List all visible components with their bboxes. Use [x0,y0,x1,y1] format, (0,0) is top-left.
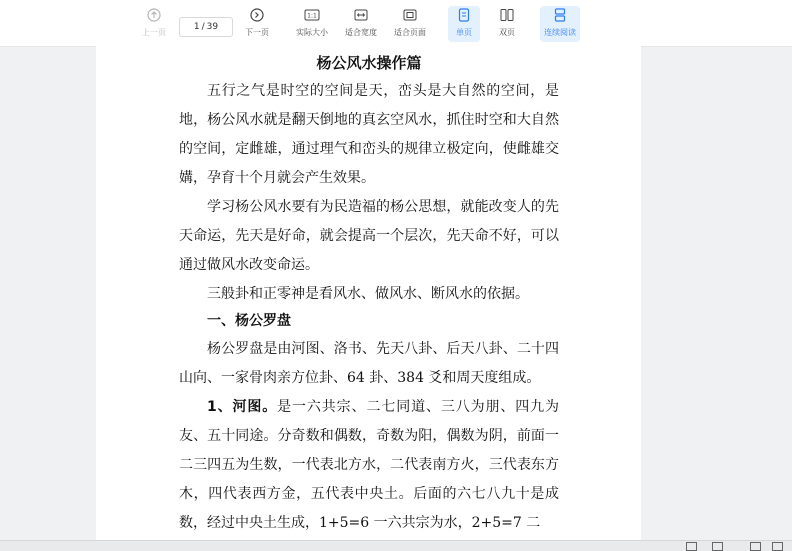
page-separator: / [201,22,205,32]
prev-page-button[interactable] [138,6,170,42]
arrow-down-circle-icon [250,6,264,24]
single-page-button[interactable] [448,6,480,42]
next-page-label: 下一页 [245,28,269,37]
continuous-read-icon [554,6,566,24]
paragraph-5 [179,393,559,538]
status-bar [0,540,792,551]
continuous-read-button[interactable] [540,6,580,42]
page-number-input[interactable] [179,17,233,37]
single-page-icon [458,6,470,24]
section-heading: 一、杨公罗盘 [207,313,291,329]
double-page-button[interactable] [491,6,523,42]
fit-page-button[interactable] [392,6,428,42]
paragraph-3: 三般卦和正零神是看风水、做风水、断风水的依据。 [207,286,529,302]
continuous-read-label: 连续阅读 [544,28,576,37]
document-title: 杨公风水操作篇 [316,54,422,72]
paragraph-4: 杨公罗盘是由河图、洛书、先天八卦、后天八卦、二十四山向、一家骨肉亲方位卦、64 卦、384 爻和周天度组成。 [179,341,559,386]
arrow-up-circle-icon [147,6,161,24]
double-page-icon [500,6,514,24]
fit-width-button[interactable] [343,6,379,42]
document-page [96,46,641,550]
actual-size-icon [304,6,320,24]
next-page-button[interactable] [241,6,273,42]
fit-width-icon [354,6,368,24]
viewer-toolbar [0,0,792,47]
page-current: 1 [193,22,200,32]
prev-page-label: 上一页 [142,28,166,37]
paragraph-1: 五行之气是时空的空间是天，峦头是大自然的空间，是地，杨公风水就是翻天倒地的真玄空风水，抓住时空和大自然的空间，定雌雄，通过理气和峦头的规律立极定向，使雌雄交媾，孕育十个月就会产生效果。 [179,83,559,186]
page-total: 39 [206,22,219,32]
paragraph-5-lead: 1、河图。 [207,399,278,415]
fit-page-label: 适合页面 [394,28,426,37]
actual-size-button[interactable] [294,6,330,42]
fit-page-icon [403,6,417,24]
fit-width-label: 适合宽度 [345,28,377,37]
paragraph-5-text: 是一六共宗、二七同道、三八为朋、四九为友、五十同途。分奇数和偶数，奇数为阳，偶数为阴，前面一二三四五为生数，一代表北方水，二代表南方火，三代表东方木，四代表西方金，五代表中央土。后面的六七八九十是成数，经过中央土生成，1+5=6 一六共宗为水，2+5=7 二 [179,399,560,531]
paragraph-2: 学习杨公风水要有为民造福的杨公思想，就能改变人的先天命运，先天是好命，就会提高一个层次，先天命不好，可以通过做风水改变命运。 [179,199,559,273]
double-page-label: 双页 [499,28,515,37]
single-page-label: 单页 [456,28,472,37]
actual-size-label: 实际大小 [296,28,328,37]
svg-text:1:1: 1:1 [307,12,317,20]
